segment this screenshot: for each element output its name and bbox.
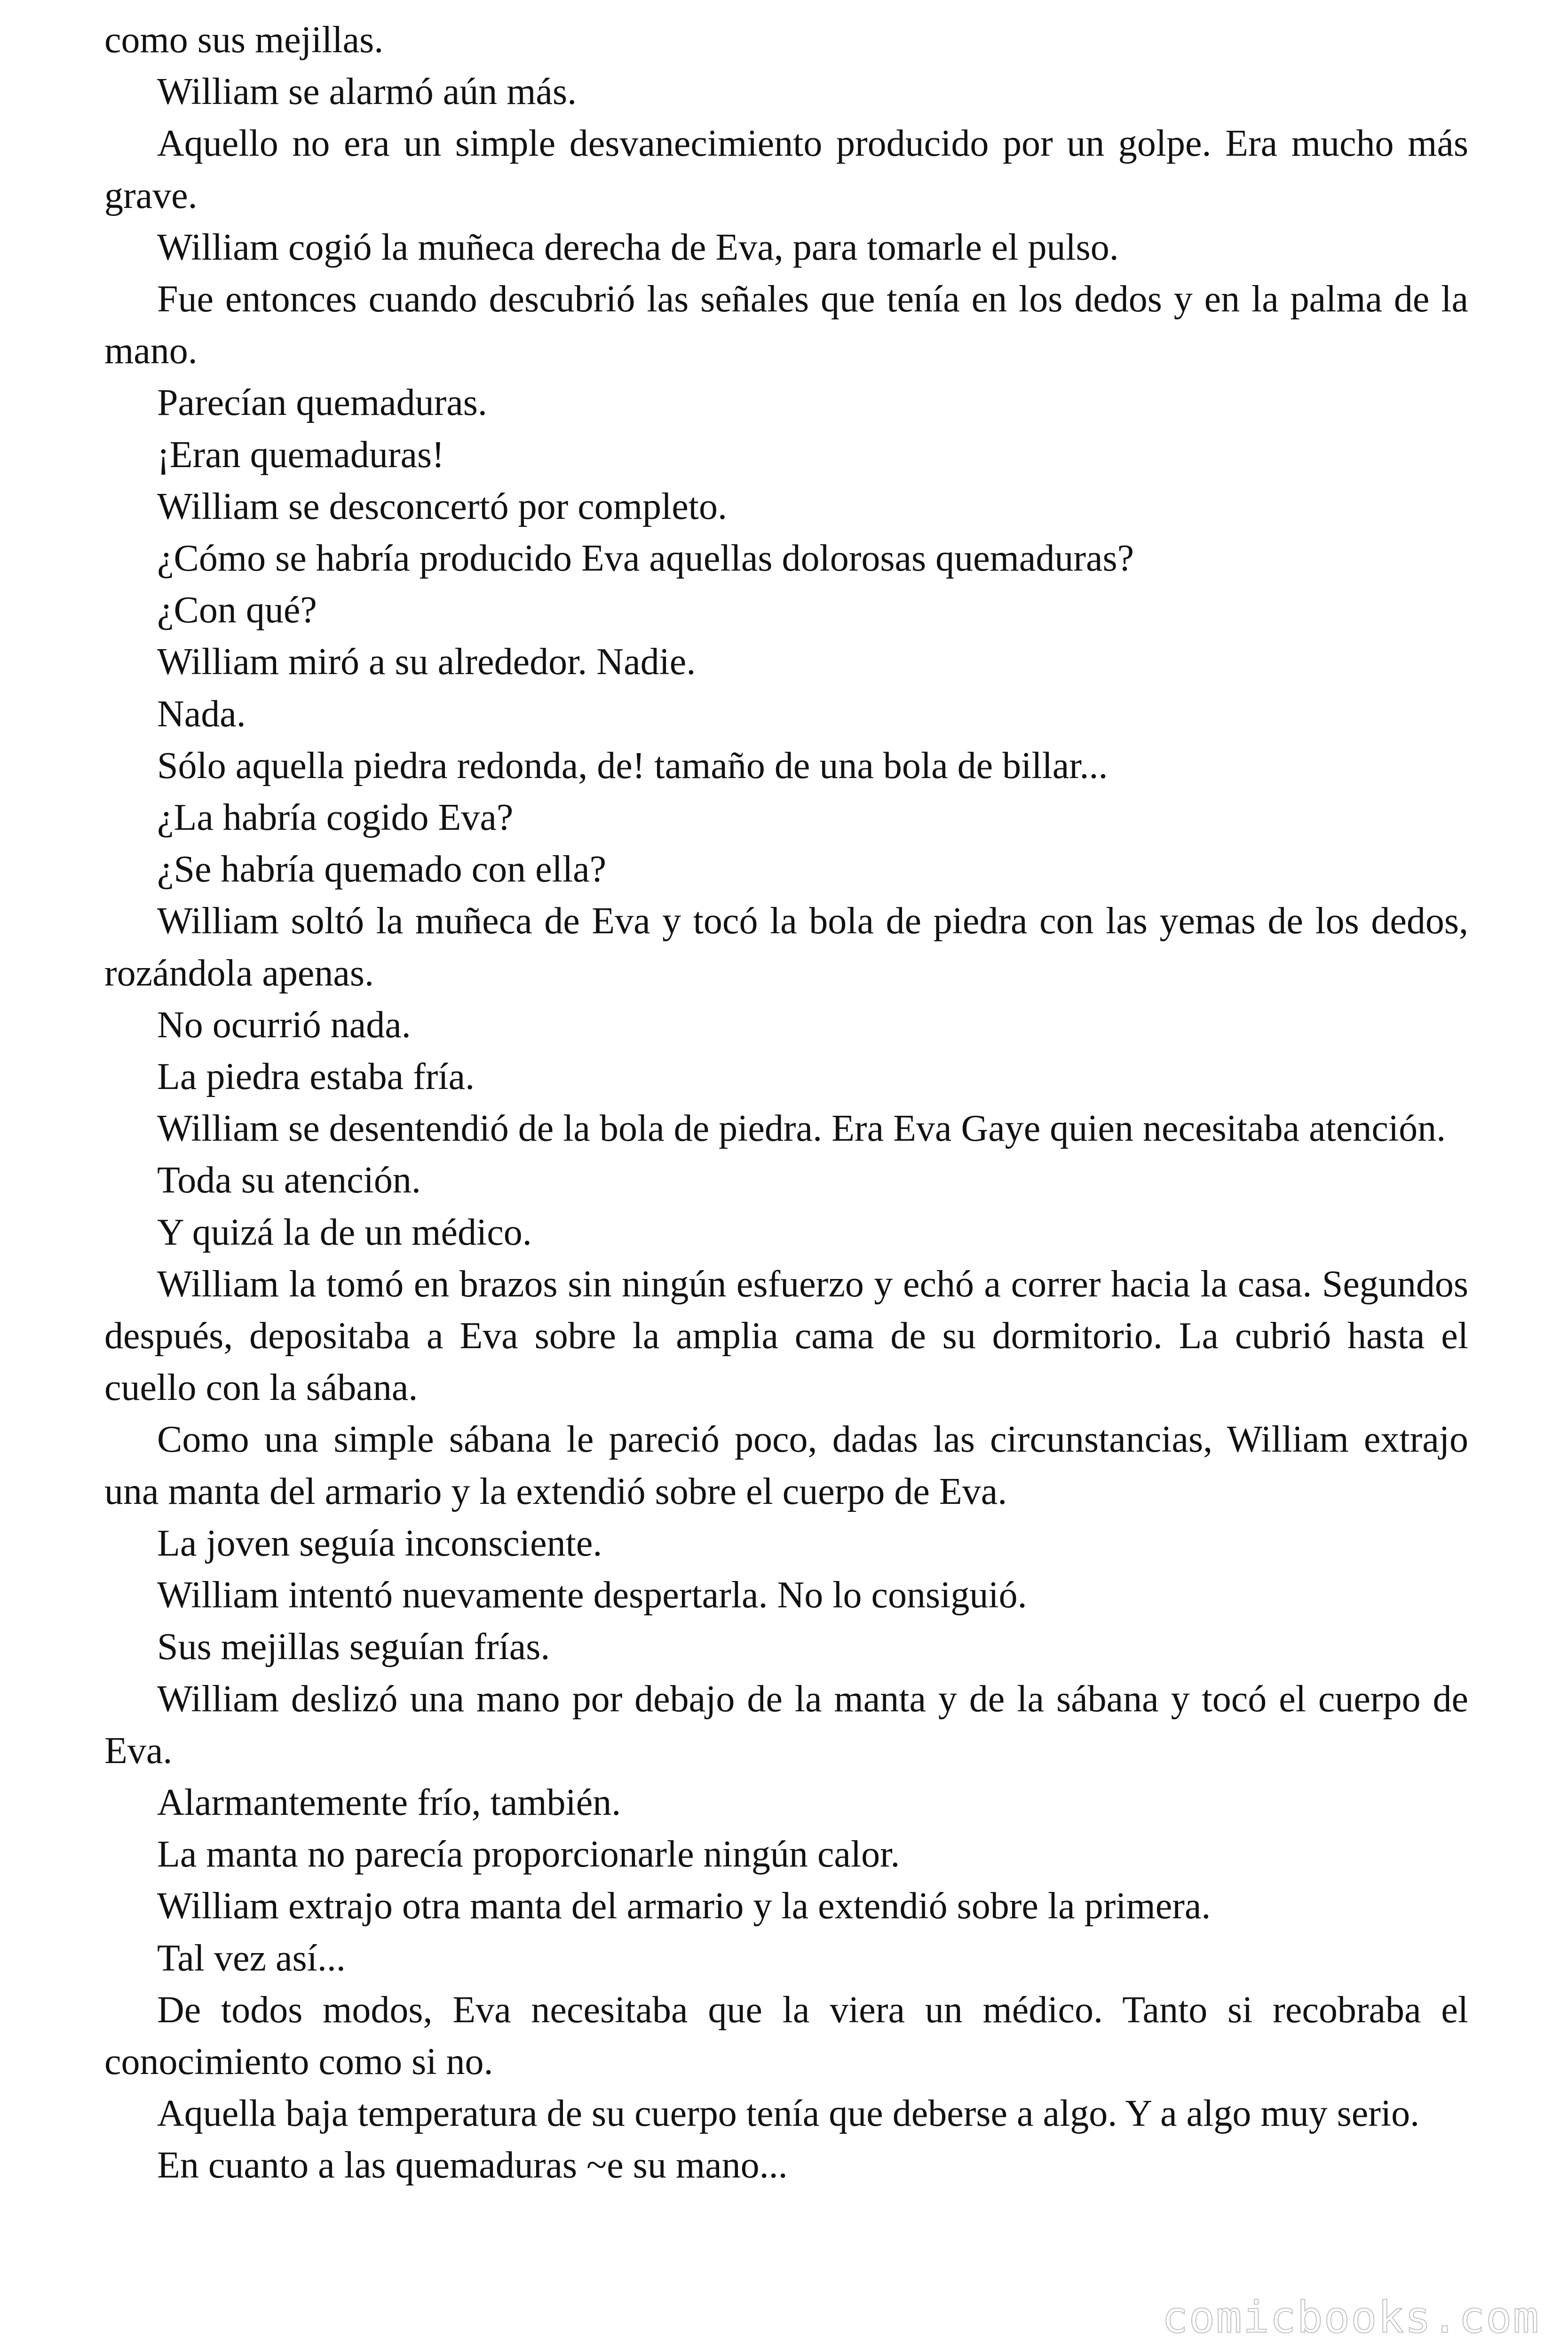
paragraph: ¿Se habría quemado con ella? xyxy=(157,849,607,890)
paragraph: Toda su atención. xyxy=(157,1160,421,1201)
paragraph: William se alarmó aún más. xyxy=(157,71,577,113)
paragraph: William soltó la muñeca de Eva y tocó la bola de piedra con las yemas de los dedos, rozándola apenas. xyxy=(104,900,1468,994)
paragraph: No ocurrió nada. xyxy=(157,1004,411,1046)
paragraph: William extrajo otra manta del armario y la extendió sobre la primera. xyxy=(157,1885,1211,1927)
paragraph: Sus mejillas seguían frías. xyxy=(157,1626,550,1668)
paragraph: Aquello no era un simple desvanecimiento producido por un golpe. Era mucho más grave. xyxy=(104,123,1468,216)
paragraph: Alarmantemente frío, también. xyxy=(157,1781,621,1823)
paragraph: Fue entonces cuando descubrió las señales que tenía en los dedos y en la palma de la mano. xyxy=(104,278,1468,372)
paragraph: William cogió la muñeca derecha de Eva, para tomarle el pulso. xyxy=(157,226,1119,268)
body-text xyxy=(104,14,1468,2192)
paragraph: Nada. xyxy=(157,693,246,735)
paragraph: La manta no parecía proporcionarle ningún calor. xyxy=(157,1834,900,1875)
paragraph: De todos modos, Eva necesitaba que la viera un médico. Tanto si recobraba el conocimiento como si no. xyxy=(104,1989,1468,2082)
paragraph: Como una simple sábana le pareció poco, dadas las circunstancias, William extrajo una manta del armario y la extendió sobre el cuerpo de Eva. xyxy=(104,1419,1468,1512)
paragraph: La piedra estaba fría. xyxy=(157,1056,475,1098)
paragraph: Parecían quemaduras. xyxy=(157,382,487,424)
paragraph: William la tomó en brazos sin ningún esfuerzo y echó a correr hacia la casa. Segundos después, depositaba a Eva sobre la amplia cama de su dormitorio. La cubrió hasta el cuello con la sábana. xyxy=(104,1263,1468,1409)
paragraph: ¿Con qué? xyxy=(157,589,317,631)
paragraph: William miró a su alrededor. Nadie. xyxy=(157,641,696,683)
paragraph: William deslizó una mano por debajo de la manta y de la sábana y tocó el cuerpo de Eva. xyxy=(104,1678,1468,1772)
paragraph: La joven seguía inconsciente. xyxy=(157,1522,602,1564)
paragraph: Sólo aquella piedra redonda, de! tamaño de una bola de billar... xyxy=(157,745,1108,787)
paragraph: William se desentendió de la bola de piedra. Era Eva Gaye quien necesitaba atención. xyxy=(157,1108,1446,1150)
paragraph: William se desconcertó por completo. xyxy=(157,485,727,527)
paragraph: como sus mejillas. xyxy=(104,19,384,61)
paragraph: William intentó nuevamente despertarla. No lo consiguió. xyxy=(157,1574,1027,1616)
paragraph: Y quizá la de un médico. xyxy=(157,1211,532,1253)
paragraph: Tal vez así... xyxy=(157,1937,346,1979)
paragraph: ¿La habría cogido Eva? xyxy=(157,797,514,839)
paragraph: ¿Cómo se habría producido Eva aquellas dolorosas quemaduras? xyxy=(157,538,1134,580)
paragraph: ¡Eran quemaduras! xyxy=(157,434,444,476)
watermark: comicbooks.com xyxy=(1162,2292,1540,2343)
paragraph: Aquella baja temperatura de su cuerpo tenía que deberse a algo. Y a algo muy serio. xyxy=(157,2093,1420,2135)
paragraph: En cuanto a las quemaduras ~e su mano... xyxy=(157,2145,788,2186)
